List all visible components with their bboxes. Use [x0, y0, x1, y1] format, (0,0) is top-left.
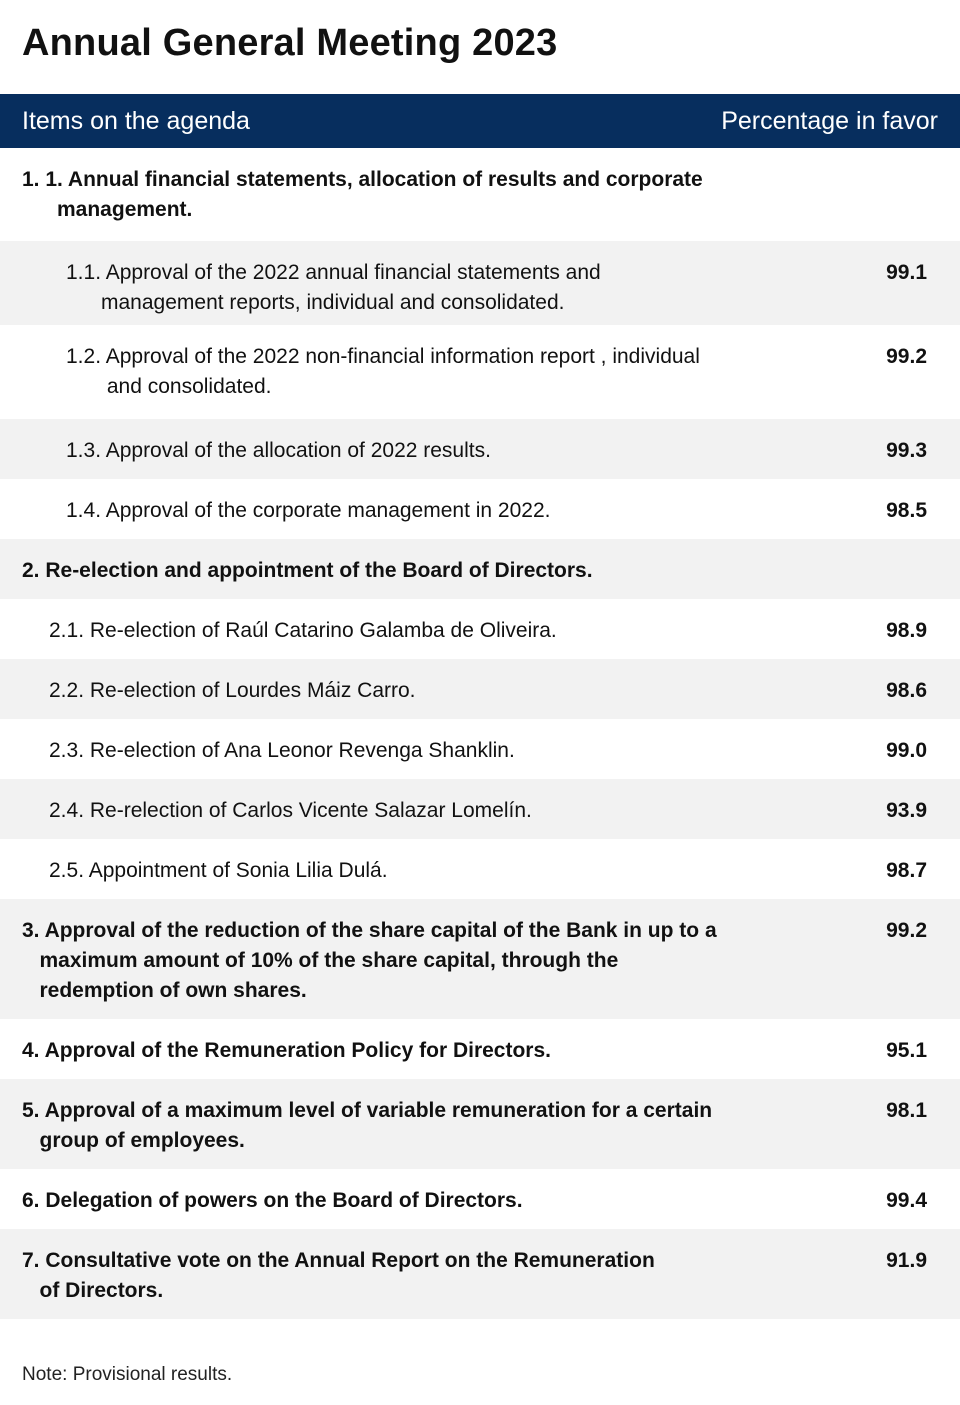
percentage-value: 98.9	[886, 619, 927, 642]
percentage-value: 99.3	[886, 439, 927, 462]
table-row	[0, 1079, 960, 1169]
table-row	[0, 539, 960, 599]
percentage-value: 98.5	[886, 499, 927, 522]
agenda-table	[0, 148, 960, 1319]
table-row	[0, 419, 960, 479]
agenda-item-label: 4. Approval of the Remuneration Policy for Directors.	[22, 1039, 551, 1062]
percentage-value: 99.0	[886, 739, 927, 762]
table-row	[0, 899, 960, 1019]
agenda-item-label: 2.2. Re-election of Lourdes Máiz Carro.	[49, 679, 416, 702]
table-row	[0, 479, 960, 539]
percentage-value: 95.1	[886, 1039, 927, 1062]
table-row	[0, 1229, 960, 1319]
percentage-value: 99.1	[886, 261, 927, 284]
percentage-value: 91.9	[886, 1249, 927, 1272]
table-row	[0, 148, 960, 241]
table-row	[0, 659, 960, 719]
footnote: Note: Provisional results.	[22, 1364, 233, 1385]
percentage-value: 99.2	[886, 345, 927, 368]
agenda-item-label: 5. Approval of a maximum level of variable remuneration for a certain group of employees.	[22, 1099, 713, 1152]
percentage-value: 98.6	[886, 679, 927, 702]
table-header	[0, 94, 960, 148]
agenda-item-label: 2.1. Re-election of Raúl Catarino Galamba de Oliveira.	[49, 619, 557, 642]
table-row	[0, 839, 960, 899]
percentage-value: 99.4	[886, 1189, 927, 1212]
agenda-item-label: 2.3. Re-election of Ana Leonor Revenga Shanklin.	[49, 739, 515, 762]
agenda-item-label: 2. Re-election and appointment of the Board of Directors.	[22, 559, 593, 582]
table-row	[0, 1019, 960, 1079]
agenda-item-label: 1.1. Approval of the 2022 annual financial statements and management reports, individual and consolidated.	[66, 261, 601, 314]
percentage-column-header: Percentage in favor	[721, 107, 938, 135]
table-row	[0, 325, 960, 419]
agenda-item-label: 6. Delegation of powers on the Board of Directors.	[22, 1189, 523, 1212]
agenda-item-label: 2.4. Re-relection of Carlos Vicente Salazar Lomelín.	[49, 799, 532, 822]
agenda-item-label: 1. 1. Annual financial statements, allocation of results and corporate management.	[22, 168, 703, 221]
percentage-value: 99.2	[886, 919, 927, 942]
page-title: Annual General Meeting 2023	[22, 22, 558, 64]
agenda-item-label: 7. Consultative vote on the Annual Report on the Remuneration of Directors.	[22, 1249, 655, 1302]
percentage-value: 98.7	[886, 859, 927, 882]
items-column-header: Items on the agenda	[22, 107, 250, 135]
agenda-item-label: 3. Approval of the reduction of the share capital of the Bank in up to a maximum amount of 10% of the share capital, through the redemption of own shares.	[22, 919, 717, 1002]
percentage-value: 98.1	[886, 1099, 927, 1122]
table-row	[0, 599, 960, 659]
table-row	[0, 1169, 960, 1229]
agenda-item-label: 1.3. Approval of the allocation of 2022 results.	[66, 439, 491, 462]
table-row	[0, 719, 960, 779]
table-row	[0, 779, 960, 839]
agenda-item-label: 1.2. Approval of the 2022 non-financial information report , individual and consolidated.	[66, 345, 700, 398]
agenda-item-label: 2.5. Appointment of Sonia Lilia Dulá.	[49, 859, 388, 882]
agenda-item-label: 1.4. Approval of the corporate management in 2022.	[66, 499, 551, 522]
percentage-value: 93.9	[886, 799, 927, 822]
table-row	[0, 241, 960, 325]
